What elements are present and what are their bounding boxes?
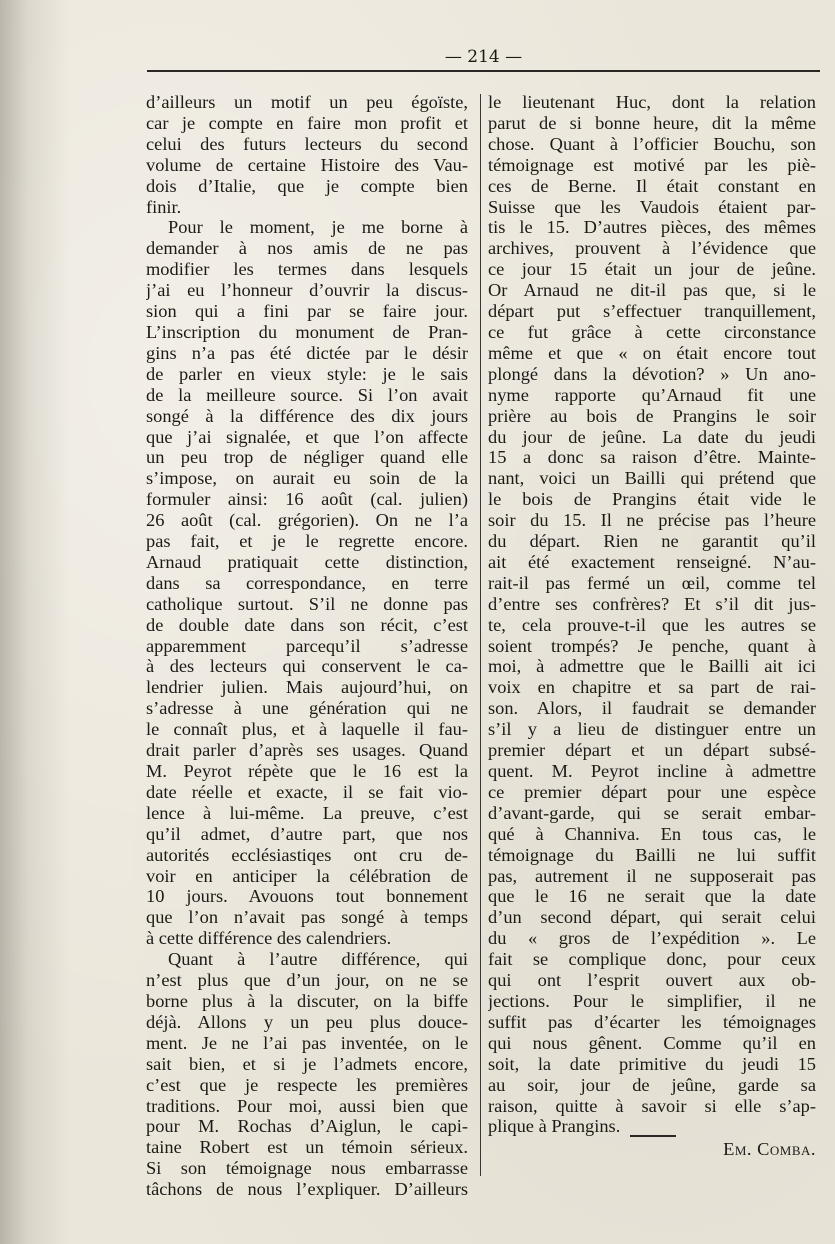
text-line: déjà. Allons y un peu plus douce- [146,1011,468,1032]
text-line: Suisse que les Vaudois étaient par- [488,196,816,217]
text-line: quent. M. Peyrot incline à admettre [488,761,816,781]
text-line: Arnaud pratiquait cette distinction, [146,551,468,572]
text-line: demander à nos amis de ne pas [146,238,468,259]
text-line: du départ. Rien ne garantit qu’il [488,531,816,552]
text-line: prière au bois de Prangins le soir [488,405,816,426]
text-line: qui nous gênent. Comme qu’il en [488,1032,816,1053]
text-line: ce fut grâce à cette circonstance [488,321,816,342]
text-line: raison, quitte à savoir si elle s’ap- [488,1095,816,1116]
text-line: qui ont l’esprit ouvert aux ob- [488,970,816,991]
text-line: tâchons de nous l’expliquer. D’ailleurs [146,1179,468,1200]
text-line: s’impose, on aurait eu soin de la [146,468,468,489]
text-line: premier départ et un départ subsé- [488,740,816,761]
text-line: du « gros de l’expédition ». Le [488,928,816,949]
text-line: 10 jours. Avouons tout bonnement [146,886,468,907]
text-line: d’ailleurs un motif un peu égoïste, [146,92,468,112]
text-line: d’entre ses confrères? Et s’il dit jus- [488,593,816,614]
text-line: voix en chapitre et sa part de rai- [488,677,816,698]
text-line: celui des futurs lecteurs du second [146,133,468,154]
text-line: lendrier julien. Mais aujourd’hui, on [146,677,468,698]
text-line: soient trompés? Je penche, quant à [488,635,816,656]
text-line: soit, la date primitive du jeudi 15 [488,1053,816,1074]
text-line: L’inscription du monument de Pran- [146,321,468,342]
text-line: jections. Pour le simplifier, il ne [488,990,816,1011]
text-line: nyme rapporte qu’Arnaud fit une [488,384,816,405]
text-line: ces de Berne. Il était constant en [488,175,816,196]
text-line: borne plus à la discuter, on la biffe [146,990,468,1011]
text-line: le connaît plus, et à laquelle il fau- [146,719,468,740]
text-line: moi, à admettre que le Bailli ait ici [488,656,816,677]
text-line: 15 a donc sa raison d’être. Mainte- [488,447,816,468]
column-divider [480,94,481,1176]
text-line: j’ai eu l’honneur d’ouvrir la discus- [146,280,468,301]
text-line: pas, autrement il ne supposerait pas [488,865,816,886]
text-line: lence à lui-même. La preuve, c’est [146,802,468,823]
text-line: catholique surtout. S’il ne donne pas [146,593,468,614]
text-line: soir du 15. Il ne précise pas l’heure [488,510,816,531]
text-line: chose. Quant à l’officier Bouchu, son [488,133,816,154]
text-line: car je compte en faire mon profit et [146,112,468,133]
text-line: tis le 15. D’autres pièces, des mêmes [488,217,816,238]
text-line: que l’on n’avait pas songé à temps [146,907,468,928]
text-line: le lieutenant Huc, dont la relation [488,92,816,112]
text-line: témoignage du Bailli ne lui suffit [488,844,816,865]
right-column [488,92,816,1160]
text-line: ce jour 15 était un jour de jeûne. [488,259,816,280]
text-line: plique à Prangins. [488,1116,621,1137]
text-line: pour M. Rochas d’Aiglun, le capi- [146,1116,468,1137]
page-binding-shadow [0,0,70,1244]
text-line: qué à Channiva. En tous cas, le [488,823,816,844]
text-line: d’avant-garde, qui se serait embar- [488,802,816,823]
text-line: au soir, jour de jeûne, garde sa [488,1074,816,1095]
text-line: archives, prouvent à l’évidence que [488,238,816,259]
text-line: drait parler d’après ses usages. Quand [146,740,468,761]
text-line: Pour le moment, je me borne à [168,217,468,238]
text-line: à cette différence des calendriers. [146,928,392,949]
text-line: n’est plus que d’un jour, on ne se [146,970,468,991]
text-line: te, cela prouve-t-il que les autres se [488,614,816,635]
text-line: modifier les termes dans lesquels [146,259,468,280]
text-line: ait été exactement renseigné. N’au- [488,551,816,572]
text-line: du jour de jeûne. La date du jeudi [488,426,816,447]
text-line: nant, voici un Bailli qui prétend que [488,468,816,489]
text-line: dois d’Italie, que je compte bien [146,175,468,196]
text-line: s’adresse à une génération qui ne [146,698,468,719]
text-line: autorités ecclésiastiqes ont cru de- [146,844,468,865]
text-line: suffit pas d’écarter les témoignages [488,1011,816,1032]
text-line: un peu trop de négliger quand elle [146,447,468,468]
page-number: — 214 — [444,47,523,67]
text-line: de double date dans son récit, c’est [146,614,468,635]
text-line: taine Robert est un témoin sérieux. [146,1137,468,1158]
text-line: ment. Je ne l’ai pas inventée, on le [146,1032,468,1053]
text-line: finir. [146,196,182,217]
text-line: Or Arnaud ne dit-il pas que, si le [488,280,816,301]
text-line: rait-il pas fermé un œil, comme tel [488,572,816,593]
text-line: qu’il admet, d’autre part, que nos [146,823,468,844]
text-line: voir en anticiper la célébration de [146,865,468,886]
text-line: 26 août (cal. grégorien). On ne l’a [146,510,468,531]
text-line: même et que « on était encore tout [488,342,816,363]
text-line: formuler ainsi: 16 août (cal. julien) [146,489,468,510]
text-line: fait se complique donc, pour ceux [488,949,816,970]
text-line: pas fait, et je le regrette encore. [146,531,468,552]
text-line: de parler en vieux style: je le sais [146,363,468,384]
text-line: témoignage est motivé par les piè- [488,154,816,175]
text-line: parut de si bonne heure, dit la même [488,112,816,133]
text-line: que j’ai signalée, et que l’on affecte [146,426,468,447]
text-line: que le 16 ne serait que la date [488,886,816,907]
text-line: gins n’a pas été dictée par le désir [146,342,468,363]
text-line: songé à la différence des dix jours [146,405,468,426]
text-line: volume de certaine Histoire des Vau- [146,154,468,175]
header-rule [147,70,820,72]
left-column [146,92,468,1200]
text-line: de la meilleure source. Si l’on avait [146,384,468,405]
text-line: sion qui a fini par se faire jour. [146,301,468,322]
text-line: Quant à l’autre différence, qui [168,949,468,970]
text-line: M. Peyrot répète que le 16 est la [146,761,468,781]
text-line: ce premier départ pour une espèce [488,781,816,802]
text-line: s’il y a lieu de distinguer entre un [488,719,816,740]
end-rule [630,1135,676,1137]
text-line: sait bien, et si je l’admets encore, [146,1053,468,1074]
text-line: dans sa correspondance, en terre [146,572,468,593]
text-line: départ put s’effectuer tranquillement, [488,301,816,322]
text-line: c’est que je respecte les premières [146,1074,468,1095]
text-line: apparemment parcequ’il s’adresse [146,635,468,656]
text-line: traditions. Pour moi, aussi bien que [146,1095,468,1116]
text-line: le bois de Prangins était vide le [488,489,816,510]
text-line: son. Alors, il faudrait se demander [488,698,816,719]
author-signature: Em. Comba. [723,1139,816,1160]
text-line: à des lecteurs qui conservent le ca- [146,656,468,677]
text-line: plongé dans la dévotion? » Un ano- [488,363,816,384]
text-line: Si son témoignage nous embarrasse [146,1158,468,1179]
text-line: d’un second départ, qui serait celui [488,907,816,928]
text-line: date réelle et exacte, il se fait vio- [146,781,468,802]
